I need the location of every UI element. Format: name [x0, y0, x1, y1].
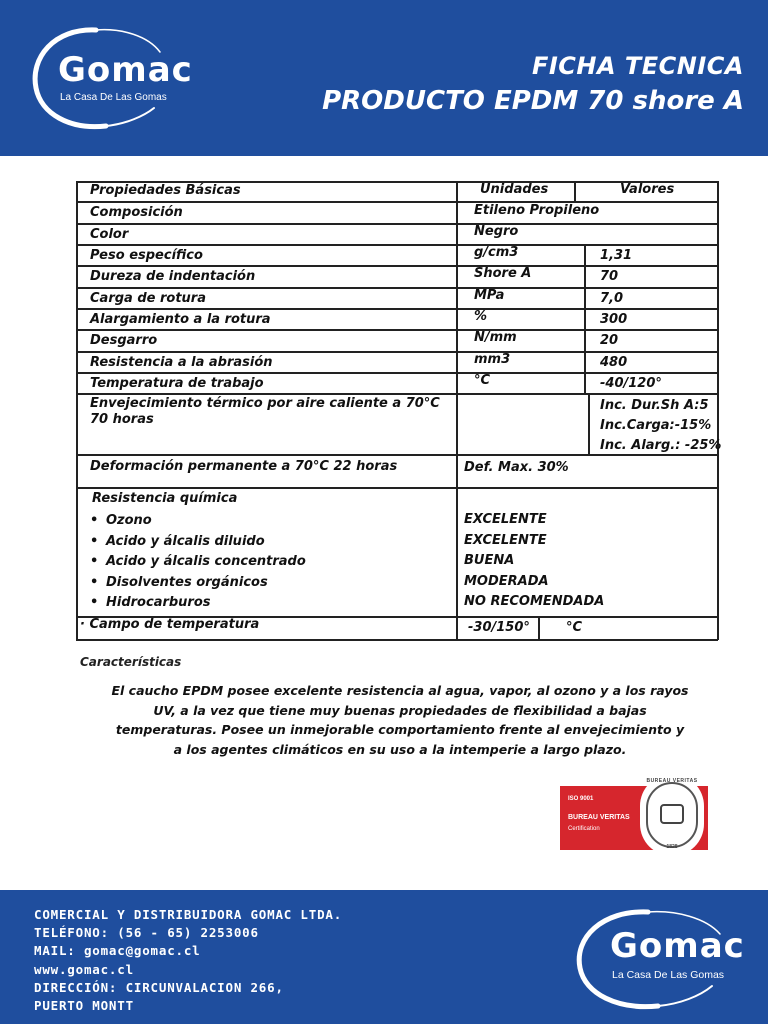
property-unit: °C [474, 373, 491, 388]
table-line [76, 308, 718, 310]
property-unit: g/cm3 [474, 245, 519, 260]
table-line [76, 265, 718, 267]
property-value: 7,0 [600, 291, 624, 306]
chemical-rating: EXCELENTE [464, 512, 547, 527]
aging-label: Envejecimiento térmico por aire caliente a 70°C 70 horas [90, 396, 440, 427]
seal-mark-icon [660, 804, 684, 824]
property-unit: mm3 [474, 352, 511, 367]
property-value: 480 [600, 355, 628, 370]
header-property: Propiedades Básicas [90, 183, 241, 198]
table-line [76, 329, 718, 331]
table-line [76, 454, 718, 456]
logo-tagline: La Casa De Las Gomas [612, 969, 725, 981]
property-unit: Shore A [474, 266, 532, 281]
certification-label: Certification [568, 826, 600, 832]
iso-label: ISO 9001 [568, 796, 594, 802]
product-title: PRODUCTO EPDM 70 shore A [322, 86, 744, 116]
temp-range-unit: °C [566, 620, 583, 635]
chemical-ratings [464, 510, 604, 613]
deformation-value: Def. Max. 30% [464, 460, 569, 475]
aging-value: Inc.Carga:-15% [600, 418, 712, 433]
chemical-resistance-label: Resistencia química [92, 491, 238, 506]
bureau-veritas-seal-icon [640, 774, 704, 856]
property-value: 70 [600, 269, 619, 284]
table-line [584, 244, 586, 393]
table-line [717, 181, 719, 640]
composition-value: Etileno Propileno [474, 203, 600, 218]
property-label: Resistencia a la abrasión [90, 355, 273, 370]
header-units: Unidades [480, 182, 549, 197]
gomac-logo [26, 22, 193, 134]
header-values: Valores [620, 182, 675, 197]
composition-label: Composición [90, 205, 183, 220]
gomac-logo-footer [568, 906, 753, 1018]
chemical-item: • Disolventes orgánicos [76, 573, 306, 594]
address-line: DIRECCIÓN: CIRCUNVALACION 266, [34, 979, 284, 995]
table-line [538, 616, 540, 639]
deformation-label: Deformación permanente a 70°C 22 horas [90, 459, 398, 474]
contact-info [34, 906, 342, 1015]
certifier-name: BUREAU VERITAS [568, 814, 630, 821]
aging-value: Inc. Alarg.: -25% [600, 438, 722, 453]
logo-name: Gomac [58, 50, 193, 90]
property-label: Peso específico [90, 248, 203, 263]
property-unit: MPa [474, 288, 505, 303]
property-value: 20 [600, 333, 619, 348]
characteristics-body: El caucho EPDM posee excelente resistencia al agua, vapor, al ozono y a los rayos UV, a la vez que tiene muy buenas propiedades de flexibilidad a bajas temperaturas. Posee un inmejorable comportamiento frente al envejecimiento y a los agentes climáticos en su uso a la intemperie a largo plazo. [111, 683, 689, 757]
table-line [76, 201, 718, 203]
logo-name: Gomac [610, 926, 745, 966]
temp-range-label: · Campo de temperatura [80, 617, 260, 632]
table-line [574, 181, 576, 201]
chemical-rating: NO RECOMENDADA [464, 594, 605, 609]
property-label: Alargamiento a la rotura [90, 312, 271, 327]
company-name: COMERCIAL Y DISTRIBUIDORA GOMAC LTDA. [34, 907, 343, 922]
table-line [76, 223, 718, 225]
table-line [76, 244, 718, 246]
table-line [76, 372, 718, 374]
chemical-item: • Acido y álcalis concentrado [76, 552, 306, 573]
property-label: Temperatura de trabajo [90, 376, 264, 391]
property-label: Dureza de indentación [90, 269, 256, 284]
property-unit: N/mm [474, 330, 517, 345]
iso-certification-badge [560, 778, 708, 850]
email[interactable]: MAIL: gomac@gomac.cl [34, 943, 201, 959]
seal-year: 1828 [666, 844, 678, 850]
table-line [76, 487, 718, 489]
properties-table [76, 181, 722, 641]
table-line [76, 287, 718, 289]
property-value: 1,31 [600, 248, 633, 263]
header-banner [0, 0, 768, 156]
property-label: Desgarro [90, 333, 158, 348]
property-unit: % [474, 309, 488, 324]
chemical-item: • Hidrocarburos [76, 593, 306, 614]
seal-top-text: BUREAU VERITAS [646, 778, 698, 784]
table-line [456, 181, 458, 640]
property-value: 300 [600, 312, 628, 327]
table-line [76, 639, 718, 641]
aging-value: Inc. Dur.Sh A:5 [600, 398, 709, 413]
color-value: Negro [474, 224, 519, 239]
address-line: PUERTO MONTT [34, 998, 134, 1014]
color-label: Color [90, 227, 129, 242]
chemical-list [76, 511, 306, 614]
chemical-item: • Ozono [76, 511, 306, 532]
table-line [76, 393, 718, 395]
property-value: -40/120° [600, 376, 662, 391]
property-label: Carga de rotura [90, 291, 206, 306]
table-line [76, 351, 718, 353]
chemical-rating: EXCELENTE [464, 532, 547, 548]
phone: TELÉFONO: (56 - 65) 2253006 [34, 925, 259, 941]
table-line [588, 393, 590, 455]
website-link[interactable]: www.gomac.cl [34, 961, 134, 977]
chemical-rating: BUENA [464, 553, 515, 568]
chemical-item: • Acido y álcalis diluido [76, 532, 306, 553]
temp-range-value: -30/150° [468, 620, 530, 635]
logo-tagline: La Casa De Las Gomas [60, 92, 167, 103]
chemical-rating: MODERADA [464, 573, 549, 589]
characteristics-title: Características [80, 655, 182, 669]
sheet-title: FICHA TECNICA [531, 52, 744, 80]
